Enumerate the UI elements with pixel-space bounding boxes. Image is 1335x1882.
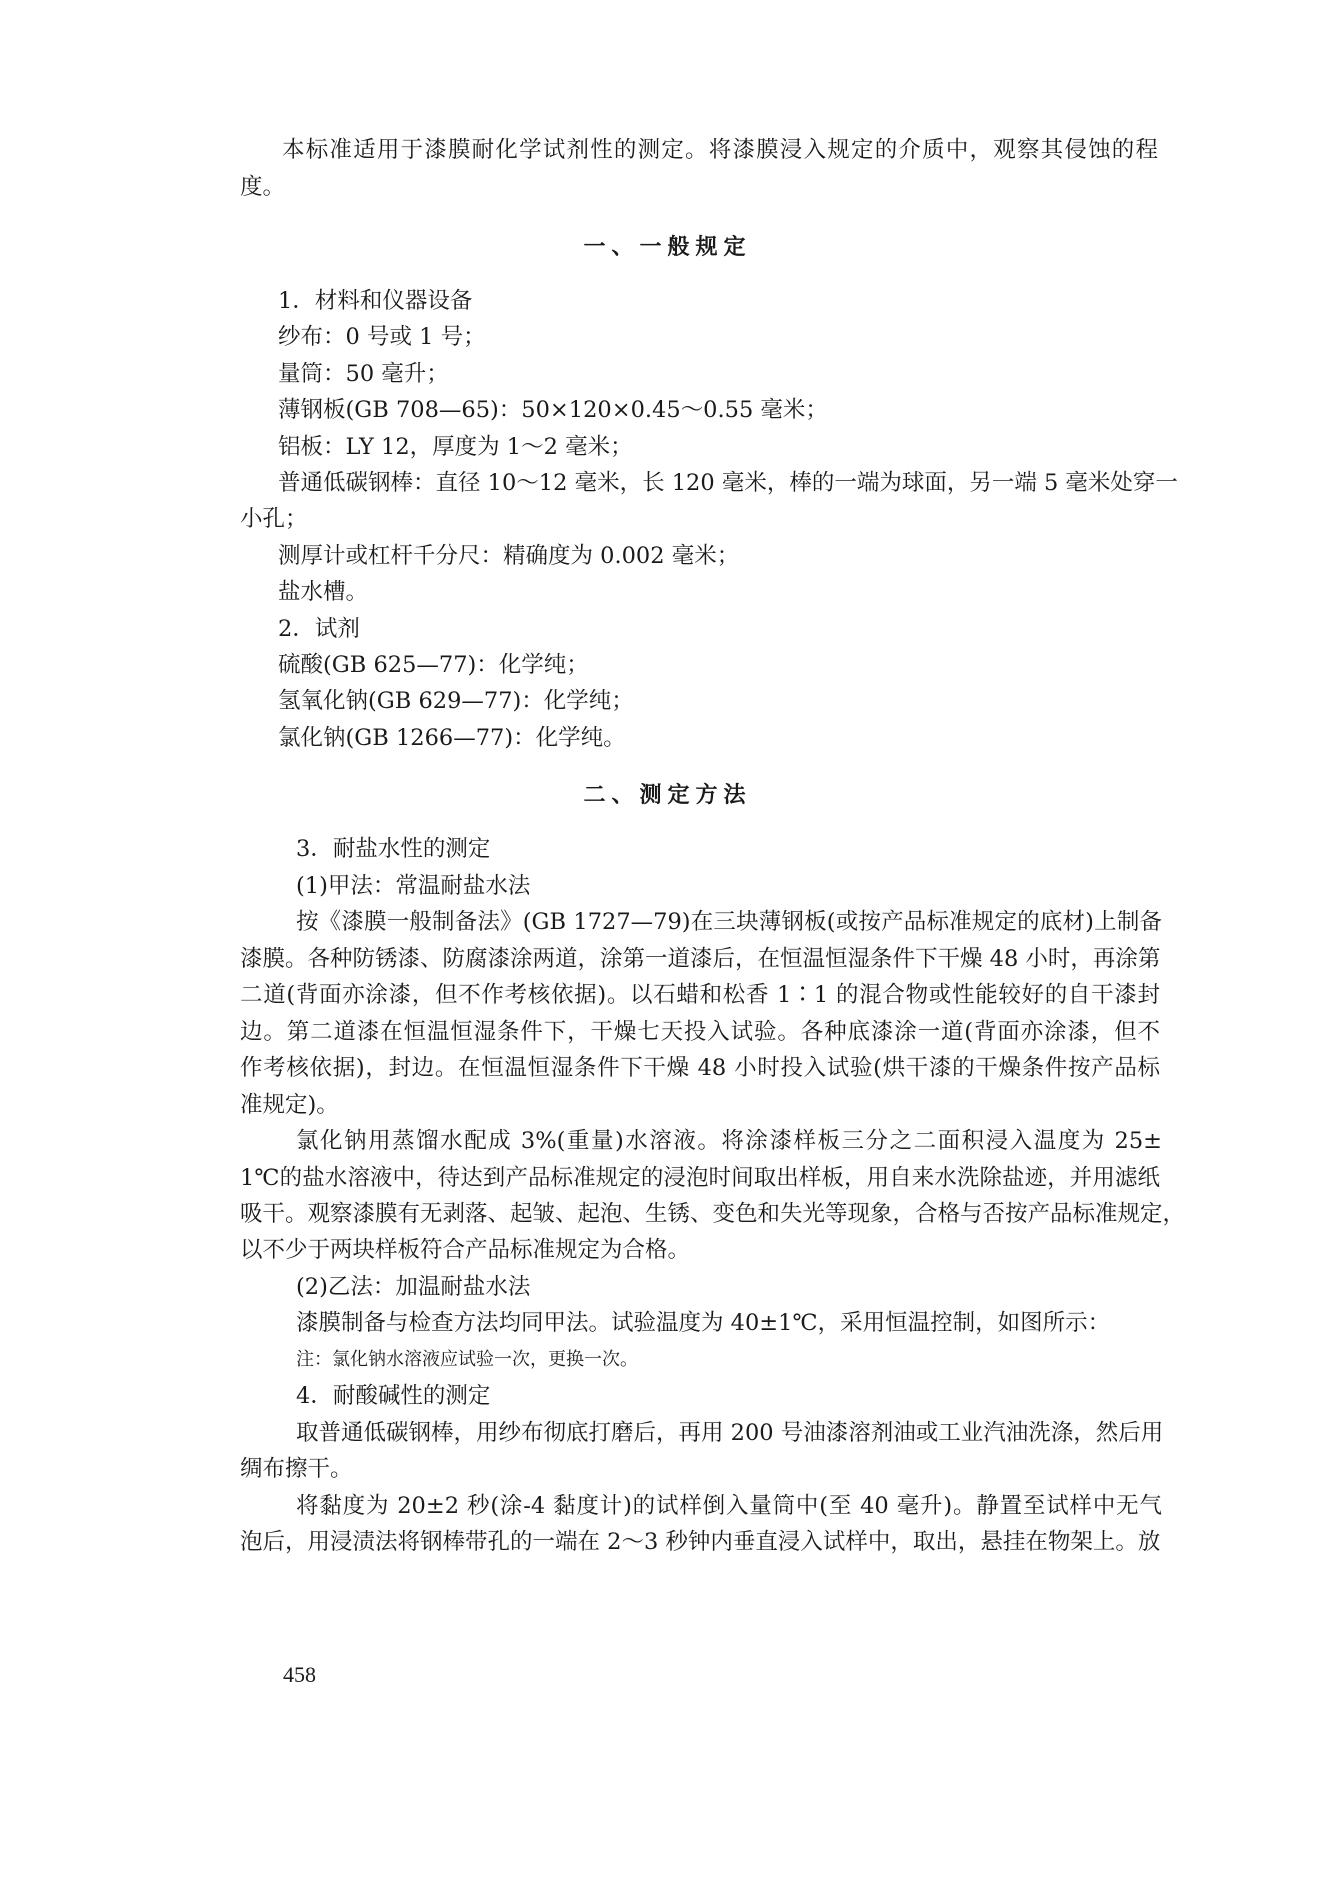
- method-a-title: (1)甲法：常温耐盐水法: [296, 873, 531, 899]
- method-a-para-line: 按《漆膜一般制备法》(GB 1727—79)在三块薄钢板(或按产品标准规定的底材)上制备: [296, 909, 1162, 935]
- section-1-item: 1．材料和仪器设备: [278, 288, 473, 314]
- method-a-para2-line: 氯化钠用蒸馏水配成 3%(重量)水溶液。将涂漆样板三分之二面积浸入温度为 25±: [296, 1128, 1162, 1154]
- method-a-para-line: 作考核依据)，封边。在恒温恒湿条件下干燥 48 小时投入试验(烘干漆的干燥条件按产品标: [240, 1055, 1160, 1081]
- subsection-4-para2-line: 泡后，用浸渍法将钢棒带孔的一端在 2～3 秒钟内垂直浸入试样中，取出，悬挂在物架上。放: [240, 1529, 1161, 1555]
- section-1-item: 普通低碳钢棒：直径 10～12 毫米，长 120 毫米，棒的一端为球面，另一端 5 毫米处穿一: [278, 470, 1178, 496]
- method-a-para-line: 边。第二道漆在恒温恒湿条件下，干燥七天投入试验。各种底漆涂一道(背面亦涂漆，但不: [240, 1019, 1160, 1045]
- subsection-4-para2-line: 将黏度为 20±2 秒(涂-4 黏度计)的试样倒入量筒中(至 40 毫升)。静置至试样中无气: [296, 1493, 1162, 1519]
- subsection-3-title: 3．耐盐水性的测定: [296, 836, 491, 862]
- section-1-heading: 一、一般规定: [583, 234, 752, 260]
- method-a-para2-line: 吸干。观察漆膜有无剥落、起皱、起泡、生锈、变色和失光等现象，合格与否按产品标准规定，: [240, 1201, 1186, 1227]
- intro-line-1: 本标准适用于漆膜耐化学试剂性的测定。将漆膜浸入规定的介质中，观察其侵蚀的程: [282, 137, 1158, 163]
- section-1-item: 小孔；: [240, 506, 308, 532]
- note: 注：氯化钠水溶液应试验一次，更换一次。: [296, 1349, 638, 1370]
- method-a-para-line: 漆膜。各种防锈漆、防腐漆涂两道，涂第一道漆后，在恒温恒湿条件下干燥 48 小时，再涂第: [240, 946, 1161, 972]
- method-a-para-line: 准规定)。: [240, 1092, 339, 1118]
- section-1-item: 测厚计或杠杆千分尺：精确度为 0.002 毫米；: [278, 543, 740, 569]
- section-1-item: 盐水槽。: [278, 579, 369, 605]
- method-a-para-line: 二道(背面亦涂漆，但不作考核依据)。以石蜡和松香 1∶1 的混合物或性能较好的自干漆封: [240, 982, 1160, 1008]
- section-1-item: 2．试剂: [278, 616, 360, 642]
- section-1-item: 铝板：LY 12，厚度为 1～2 毫米；: [278, 434, 633, 460]
- section-1-item: 量筒：50 毫升；: [278, 361, 449, 387]
- section-1-item: 纱布：0 号或 1 号；: [278, 324, 486, 350]
- method-a-para2-line: 1℃的盐水溶液中，待达到产品标准规定的浸泡时间取出样板，用自来水洗除盐迹，并用滤纸: [240, 1165, 1160, 1191]
- section-1-item: 氯化钠(GB 1266—77)：化学纯。: [278, 725, 626, 751]
- section-1-item: 硫酸(GB 625—77)：化学纯；: [278, 652, 589, 678]
- method-b-title: (2)乙法：加温耐盐水法: [296, 1274, 531, 1300]
- section-1-item: 薄钢板(GB 708—65)：50×120×0.45～0.55 毫米；: [278, 397, 828, 423]
- subsection-4-para-line: 取普通低碳钢棒，用纱布彻底打磨后，再用 200 号油漆溶剂油或工业汽油洗涤，然后用: [296, 1420, 1164, 1446]
- subsection-4-title: 4．耐酸碱性的测定: [296, 1383, 491, 1409]
- page-number: 458: [283, 1662, 316, 1687]
- section-2-heading: 二、测定方法: [583, 782, 752, 808]
- section-1-item: 氢氧化钠(GB 629—77)：化学纯；: [278, 688, 634, 714]
- method-b-para: 漆膜制备与检查方法均同甲法。试验温度为 40±1℃，采用恒温控制，如图所示：: [296, 1310, 1111, 1336]
- intro-line-2: 度。: [240, 174, 286, 200]
- subsection-4-para-line: 绸布擦干。: [240, 1456, 353, 1482]
- method-a-para2-line: 以不少于两块样板符合产品标准规定为合格。: [240, 1237, 691, 1263]
